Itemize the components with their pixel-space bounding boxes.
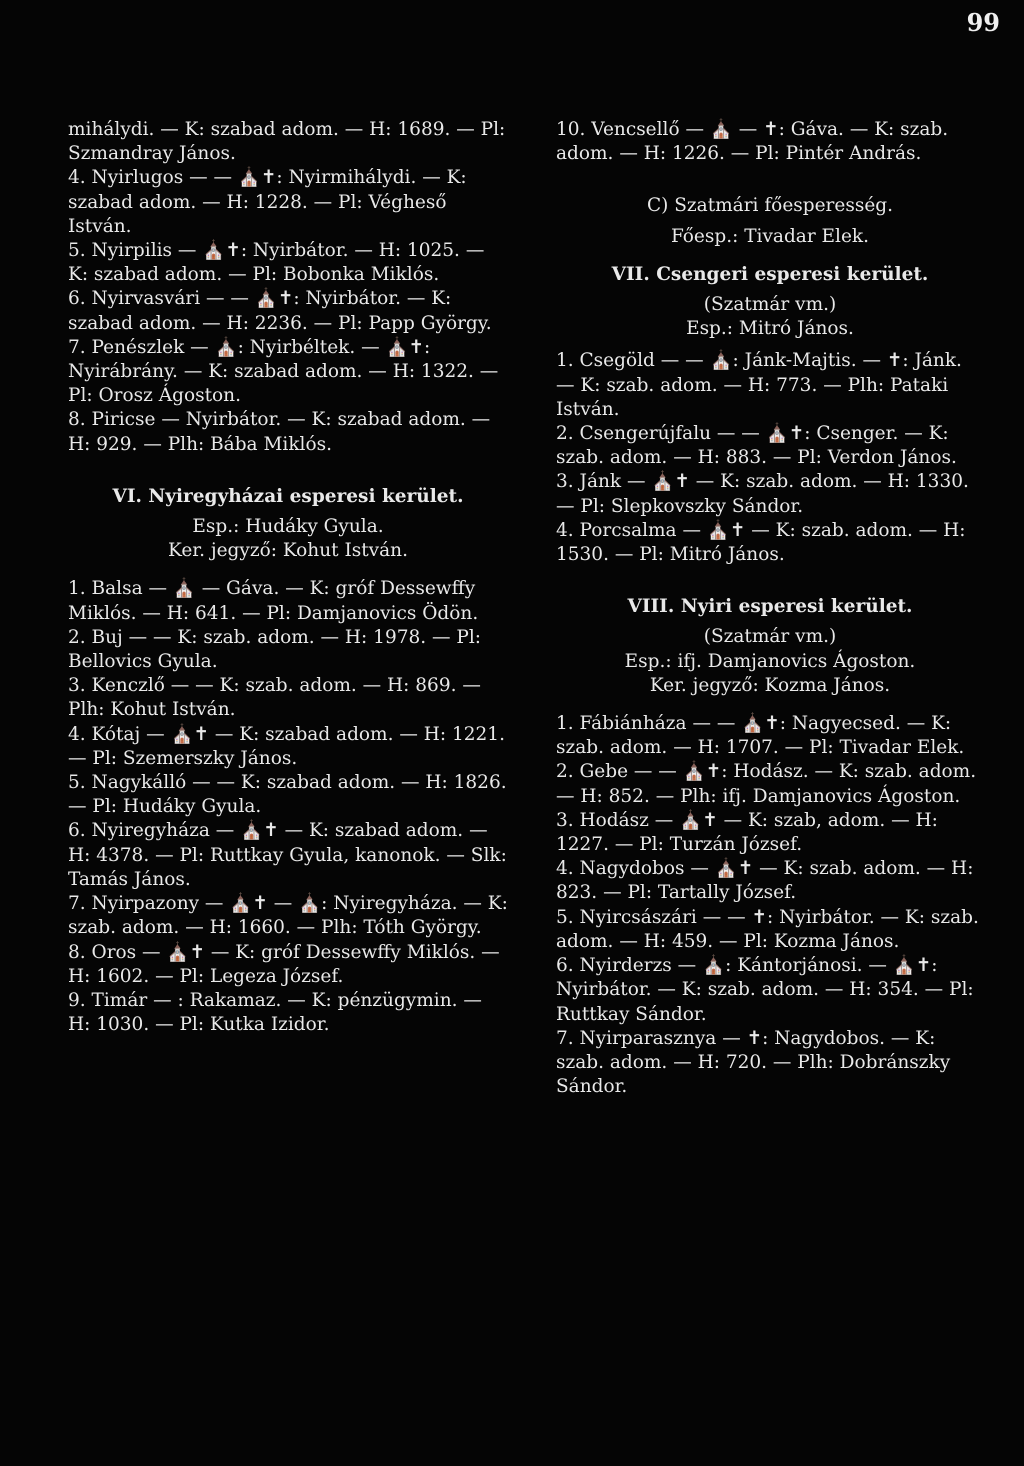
entry: 10. Vencsellő — ⛪ — ✝: Gáva. — K: szab. adom. — H: 1226. — Pl: Pintér András. bbox=[556, 119, 949, 165]
entry: 4. Nagydobos — ⛪✝ — K: szab. adom. — H: 823. — Pl: Tartally József. bbox=[556, 858, 974, 904]
entry: 2. Buj — — K: szab. adom. — H: 1978. — Pl: Bellovics Gyula. bbox=[68, 626, 481, 673]
section-heading-vii: VII. Csengeri esperesi kerület. bbox=[611, 263, 929, 285]
entry: 6. Nyirvasvári — — ⛪✝: Nyirbátor. — K: szabad adom. — H: 2236. — Pl: Papp György. bbox=[68, 288, 492, 334]
entry: 1. Balsa — ⛪ — Gáva. — K: gróf Dessewffy Miklós. — H: 641. — Pl: Damjanovics Ödön. bbox=[68, 578, 479, 624]
entry: 7. Nyirparasznya — ✝: Nagydobos. — K: szab. adom. — H: 720. — Plh: Dobránszky Sándor. bbox=[556, 1027, 951, 1098]
right-column bbox=[556, 118, 984, 1099]
left-column bbox=[68, 118, 508, 1037]
esp-line: Esp.: Mitró János. bbox=[686, 318, 854, 340]
entry: 6. Nyirderzs — ⛪: Kántorjánosi. — ⛪✝: Nyirbátor. — K: szab. adom. — H: 354. — Pl: Ruttkay Sándor. bbox=[556, 955, 974, 1025]
section-heading-viii: VIII. Nyiri esperesi kerület. bbox=[627, 596, 913, 618]
entry: 5. Nyircsászári — — ✝: Nyirbátor. — K: szab. adom. — H: 459. — Pl: Kozma János. bbox=[556, 906, 979, 952]
entry: 1. Csegöld — — ⛪: Jánk-Majtis. — ✝: Jánk. — K: szab. adom. — H: 773. — Plh: Pataki István. bbox=[556, 350, 962, 420]
entry: 2. Gebe — — ⛪✝: Hodász. — K: szab. adom. — H: 852. — Plh: ifj. Damjanovics Ágoston. bbox=[556, 761, 977, 807]
entry: 2. Csengerújfalu — — ⛪✝: Csenger. — K: szab. adom. — H: 883. — Pl: Verdon János. bbox=[556, 423, 957, 469]
entry: 9. Timár — : Rakamaz. — K: pénzügymin. — H: 1030. — Pl: Kutka Izidor. bbox=[68, 989, 482, 1036]
ker-line: Ker. jegyző: Kozma János. bbox=[649, 674, 891, 696]
page-number: 99 bbox=[966, 8, 1000, 37]
section-heading-c: C) Szatmári főesperesség. bbox=[646, 195, 894, 217]
esp-line: Esp.: ifj. Damjanovics Ágoston. bbox=[624, 650, 916, 672]
vm-line: (Szatmár vm.) bbox=[703, 626, 837, 648]
entry: 6. Nyiregyháza — ⛪✝ — K: szabad adom. — H: 4378. — Pl: Ruttkay Gyula, kanonok. — Slk: Tamás János. bbox=[68, 820, 507, 890]
entry: 3. Hodász — ⛪✝ — K: szab, adom. — H: 1227. — Pl: Turzán József. bbox=[556, 809, 938, 856]
foesp-line: Főesp.: Tivadar Elek. bbox=[670, 225, 870, 247]
ker-line: Ker. jegyző: Kohut István. bbox=[168, 540, 408, 562]
entry: 4. Kótaj — ⛪✝ — K: szabad adom. — H: 1221. — Pl: Szemerszky János. bbox=[68, 723, 505, 769]
entry: 3. Kenczlő — — K: szab. adom. — H: 869. — Plh: Kohut István. bbox=[68, 675, 481, 721]
entry: 7. Nyirpazony — ⛪✝ — ⛪: Nyiregyháza. — K: szab. adom. — H: 1660. — Plh: Tóth György. bbox=[68, 893, 508, 939]
vm-line: (Szatmár vm.) bbox=[703, 294, 837, 316]
entry: 5. Nagykálló — — K: szabad adom. — H: 1826. — Pl: Hudáky Gyula. bbox=[68, 772, 507, 818]
section-heading-vi: VI. Nyiregyházai esperesi kerület. bbox=[112, 485, 464, 507]
entry: 1. Fábiánháza — — ⛪✝: Nagyecsed. — K: szab. adom. — H: 1707. — Pl: Tivadar Elek. bbox=[556, 713, 965, 759]
entry: 8. Piricse — Nyirbátor. — K: szabad adom. — H: 929. — Plh: Bába Miklós. bbox=[68, 409, 491, 455]
entry: 5. Nyirpilis — ⛪✝: Nyirbátor. — H: 1025. — K: szabad adom. — Pl: Bobonka Miklós. bbox=[68, 240, 485, 286]
esp-line: Esp.: Hudáky Gyula. bbox=[192, 516, 384, 538]
entry: 7. Penészlek — ⛪: Nyirbéltek. — ⛪✝: Nyirábrány. — K: szabad adom. — H: 1322. — Pl: Orosz Ágoston. bbox=[68, 336, 499, 407]
entry: mihálydi. — K: szabad adom. — H: 1689. — Pl: Szmandray János. bbox=[68, 119, 506, 165]
entry: 8. Oros — ⛪✝ — K: gróf Dessewffy Miklós. — H: 1602. — Pl: Legeza József. bbox=[68, 941, 500, 987]
entry: 3. Jánk — ⛪✝ — K: szab. adom. — H: 1330. — Pl: Slepkovszky Sándor. bbox=[556, 471, 969, 517]
entry: 4. Nyirlugos — — ⛪✝: Nyirmihálydi. — K: szabad adom. — H: 1228. — Pl: Végheső István. bbox=[68, 167, 467, 237]
entry: 4. Porcsalma — ⛪✝ — K: szab. adom. — H: 1530. — Pl: Mitró János. bbox=[556, 519, 966, 566]
